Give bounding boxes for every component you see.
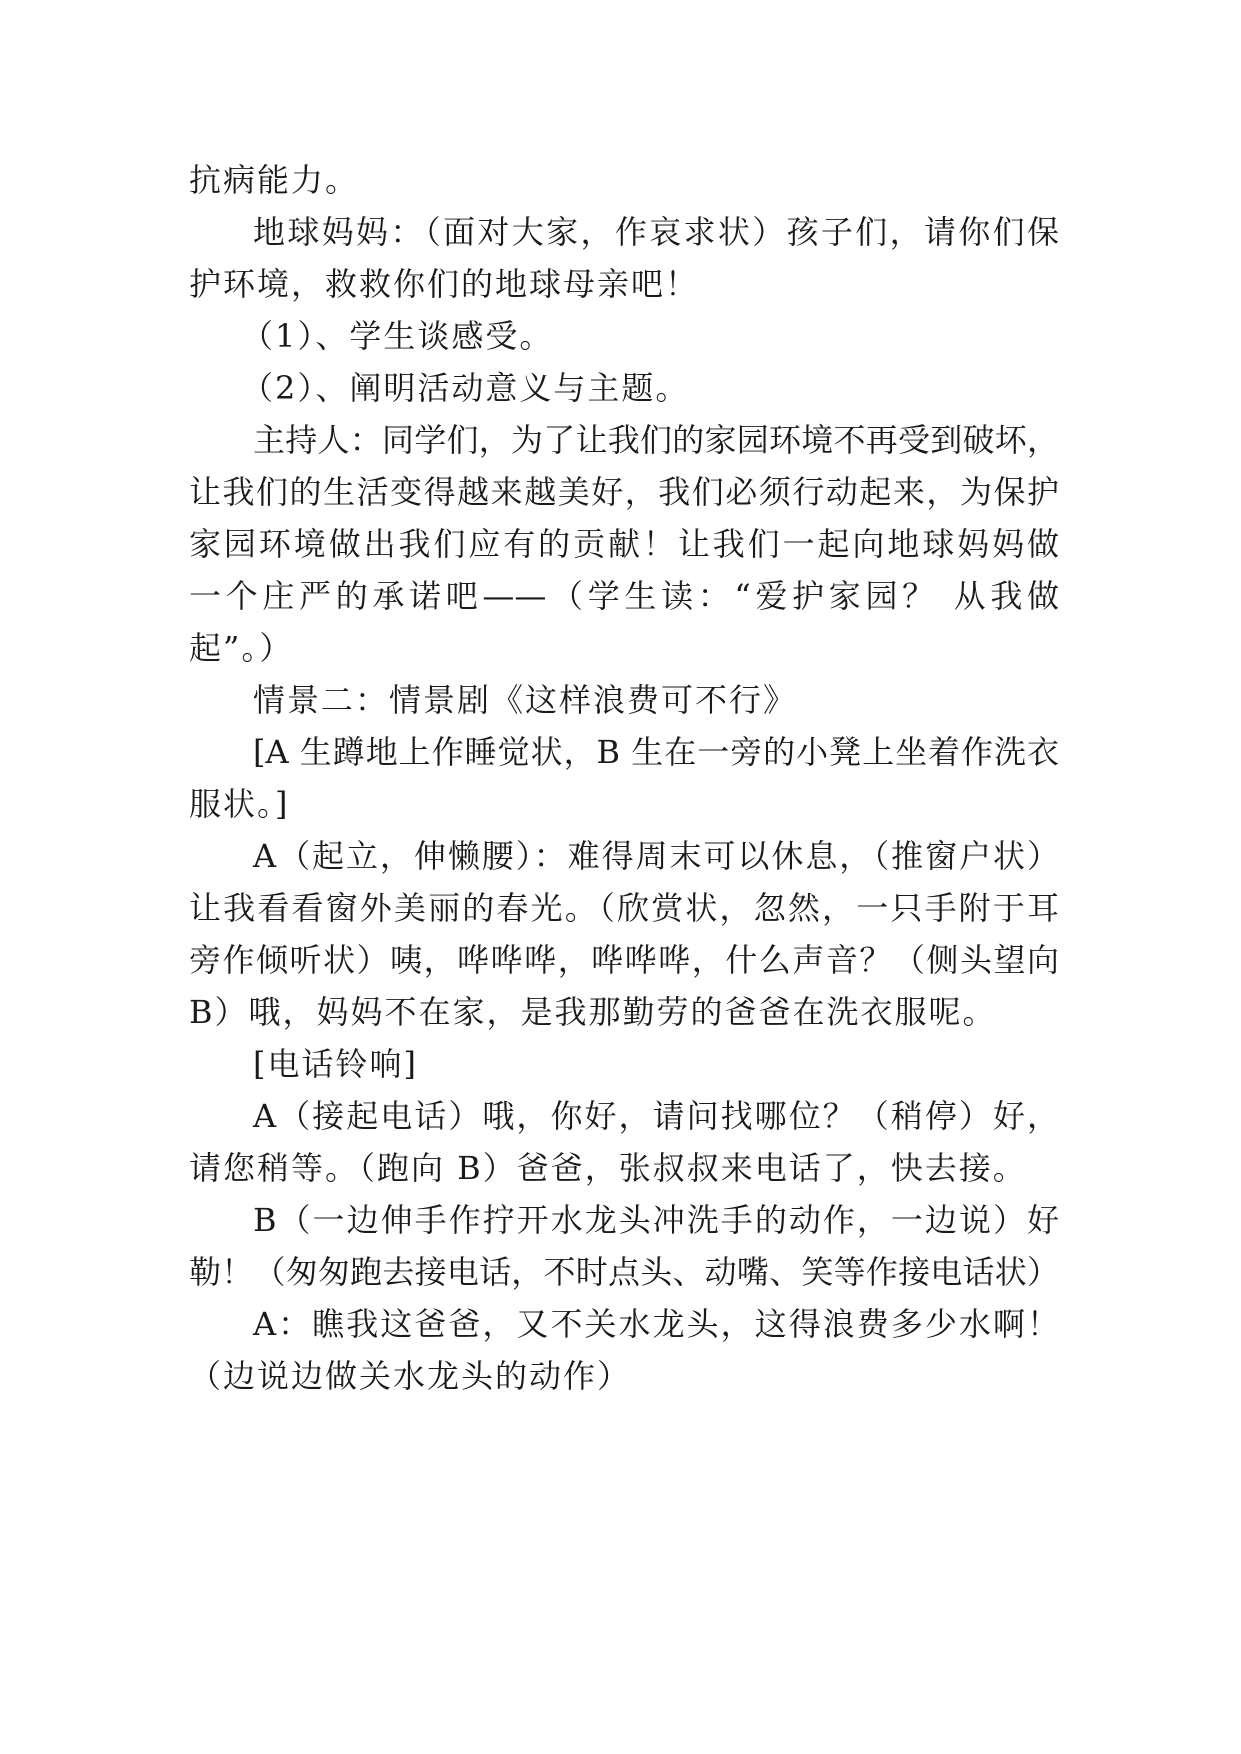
section-heading: 情景二：情景剧《这样浪费可不行》 xyxy=(253,681,798,719)
dialogue-line: B）哦，妈妈不在家，是我那勤劳的爸爸在洗衣服呢。 xyxy=(189,993,997,1031)
dialogue-line: 让我看看窗外美丽的春光。（欣赏状，忽然，一只手附于耳 xyxy=(189,889,1059,927)
paragraph-line: 主持人：同学们，为了让我们的家园环境不再受到破坏， xyxy=(253,421,1059,459)
dialogue-line: A（起立，伸懒腰）：难得周末可以休息，（推窗户状） xyxy=(253,837,1059,875)
dialogue-line: 旁作倾听状）咦，哗哗哗，哗哗哗，什么声音？（侧头望向 xyxy=(189,941,1059,979)
dialogue-line: （边说边做关水龙头的动作） xyxy=(189,1357,632,1395)
list-item: （1）、学生谈感受。 xyxy=(241,317,554,355)
list-item: （2）、阐明活动意义与主题。 xyxy=(241,369,690,407)
paragraph-line: 家园环境做出我们应有的贡献！让我们一起向地球妈妈做 xyxy=(189,525,1059,563)
dialogue-line: 勒！（匆匆跑去接电话，不时点头、动嘴、笑等作接电话状） xyxy=(189,1253,1059,1291)
paragraph-line: 一个庄严的承诺吧——（学生读：“爱护家园？ 从我做 xyxy=(189,577,1059,615)
stage-direction: 服状。] xyxy=(189,785,290,823)
paragraph-line: 起”。） xyxy=(189,629,294,667)
paragraph-line: 抗病能力。 xyxy=(189,161,360,199)
paragraph-line: 护环境，救救你们的地球母亲吧！ xyxy=(189,265,700,303)
stage-direction: [A 生蹲地上作睡觉状，B 生在一旁的小凳上坐着作洗衣 xyxy=(253,733,1059,771)
paragraph-line: 让我们的生活变得越来越美好，我们必须行动起来，为保护 xyxy=(189,473,1059,511)
dialogue-line: A（接起电话）哦，你好，请问找哪位？（稍停）好， xyxy=(253,1097,1059,1135)
paragraph-line: 地球妈妈：（面对大家，作哀求状）孩子们，请你们保 xyxy=(253,213,1059,251)
dialogue-line: A：瞧我这爸爸，又不关水龙头，这得浪费多少水啊！ xyxy=(253,1305,1059,1343)
stage-direction: [电话铃响] xyxy=(253,1045,418,1083)
dialogue-line: B（一边伸手作拧开水龙头冲洗手的动作，一边说）好 xyxy=(253,1201,1059,1239)
dialogue-line: 请您稍等。（跑向 B）爸爸，张叔叔来电话了，快去接。 xyxy=(189,1149,1027,1187)
